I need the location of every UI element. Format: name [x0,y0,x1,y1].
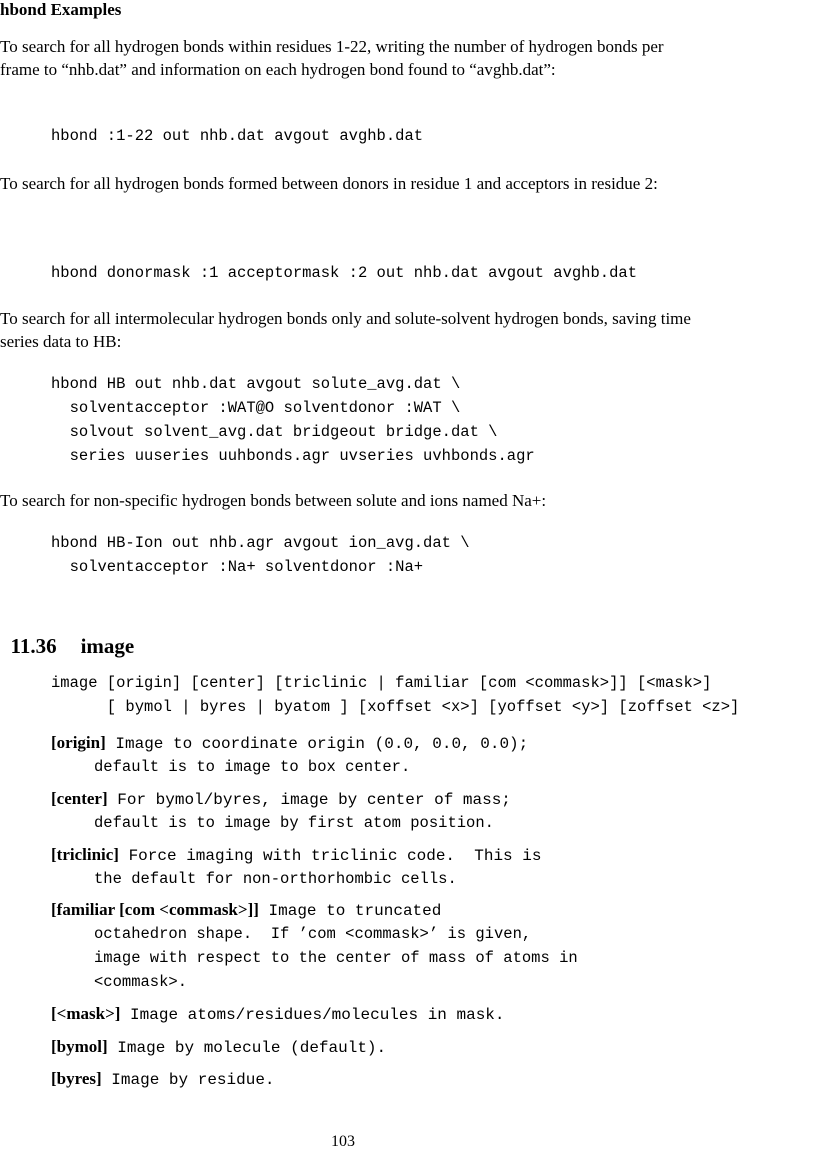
option-term: [origin] [51,733,106,752]
code-example-4-line: hbond HB-Ion out nhb.agr avgout ion_avg.dat \ [51,534,470,552]
code-example-2: hbond donormask :1 acceptormask :2 out nhb.dat avgout avghb.dat [51,264,637,282]
page-number: 103 [331,1133,355,1150]
option-desc-continued: default is to image to box center. [94,758,411,776]
code-example-3-line: hbond HB out nhb.dat avgout solute_avg.dat \ [51,375,461,393]
option-term: [bymol] [51,1037,108,1056]
code-example-1: hbond :1-22 out nhb.dat avgout avghb.dat [51,127,424,145]
option-familiar [51,900,441,920]
option-term: [triclinic] [51,845,119,864]
syntax-line: [ bymol | byres | byatom ] [xoffset <x>] [yoffset <y>] [zoffset <z>] [51,698,740,716]
section-heading [0,609,134,659]
code-example-3-line: series uuseries uuhbonds.agr uvseries uvhbonds.agr [51,447,535,465]
option-desc-continued: octahedron shape. If ’com <commask>’ is given, [94,925,532,943]
option-desc-continued: default is to image by first atom position. [94,814,494,832]
option-desc: Image by residue. [111,1071,275,1089]
code-example-3-line: solvout solvent_avg.dat bridgeout bridge.dat \ [51,423,498,441]
option-desc: Force imaging with triclinic code. This is [128,847,542,865]
option-mask [51,1004,505,1024]
option-byres [51,1069,275,1089]
option-desc-continued: <commask>. [94,973,188,991]
paragraph-2: To search for all hydrogen bonds formed between donors in residue 1 and acceptors in residue 2: [0,174,658,193]
option-origin [51,733,528,753]
option-term: [familiar [com <commask>]] [51,900,259,919]
option-desc: Image to coordinate origin (0.0, 0.0, 0.0); [115,735,529,753]
option-desc-continued: the default for non-orthorhombic cells. [94,870,457,888]
paragraph-1: To search for all hydrogen bonds within residues 1-22, writing the number of hydrogen bonds per frame to “nhb.dat” and information on each hydrogen bond found to “avghb.dat”: [0,37,664,79]
option-triclinic [51,845,541,865]
section-number: 11.36 [10,634,57,658]
option-bymol [51,1037,386,1057]
option-desc: Image to truncated [268,902,442,920]
code-example-3-line: solventacceptor :WAT@O solventdonor :WAT \ [51,399,461,417]
option-desc: For bymol/byres, image by center of mass; [117,791,511,809]
option-term: [byres] [51,1069,102,1088]
option-term: [<mask>] [51,1004,121,1023]
option-term: [center] [51,789,108,808]
syntax-line: image [origin] [center] [triclinic | familiar [com <commask>]] [<mask>] [51,674,712,692]
option-center [51,789,511,809]
section-title: image [80,634,135,658]
option-desc-continued: image with respect to the center of mass of atoms in [94,949,578,967]
option-desc: Image by molecule (default). [117,1039,387,1057]
subsection-heading: hbond Examples [0,0,122,19]
option-desc: Image atoms/residues/molecules in mask. [130,1006,505,1024]
code-example-4-line: solventacceptor :Na+ solventdonor :Na+ [51,558,424,576]
paragraph-3: To search for all intermolecular hydrogen bonds only and solute-solvent hydrogen bonds, saving time series data to HB: [0,309,691,351]
paragraph-4: To search for non-specific hydrogen bonds between solute and ions named Na+: [0,491,547,510]
